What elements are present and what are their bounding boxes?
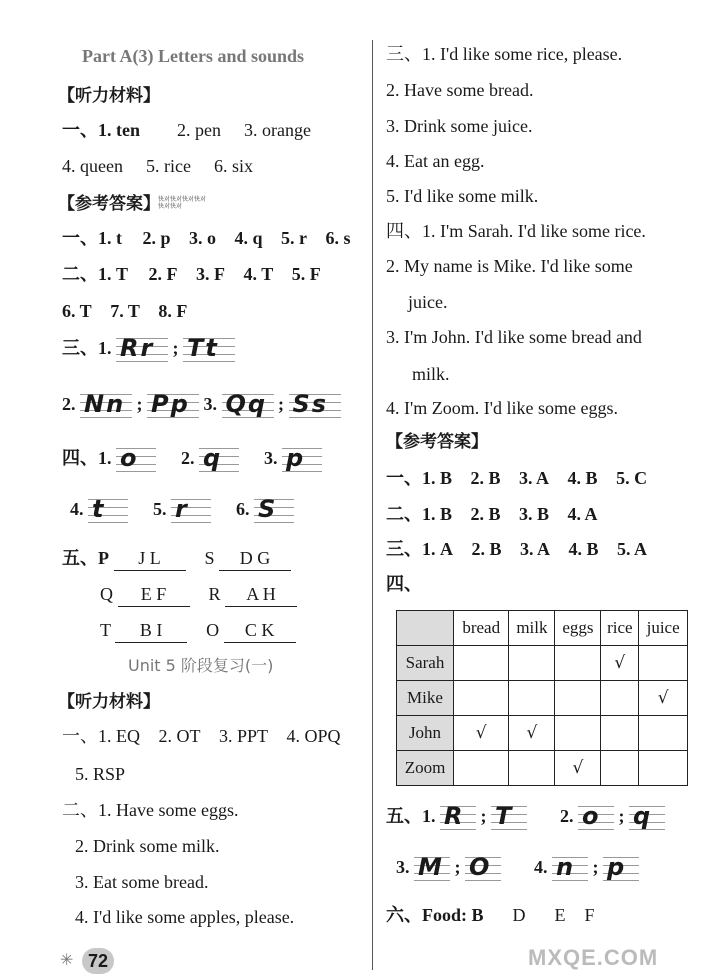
table-cell: √	[454, 716, 509, 751]
label: 4.	[70, 499, 84, 519]
label: 5.	[153, 499, 167, 519]
blank-answer: J L	[114, 546, 186, 571]
handwritten-answer: p	[286, 443, 306, 472]
four-line-box	[440, 801, 476, 830]
listening-line-r7: 2. My name is Mike. I'd like some	[386, 256, 633, 276]
kuaidui-stamp: 快对快对快对快对快对快对	[158, 196, 207, 210]
handwritten-answer: T	[495, 801, 514, 830]
table-header: rice	[601, 611, 639, 646]
unit-listening-line-4: 2. Drink some milk.	[75, 836, 220, 856]
label: 2.	[181, 448, 195, 468]
item: 4. B	[567, 468, 598, 488]
item: 2. B	[471, 539, 502, 559]
label: Q	[100, 584, 113, 604]
four-line-box	[465, 852, 501, 881]
label: S	[204, 548, 215, 568]
separator: ;	[278, 394, 284, 414]
food-table	[396, 610, 688, 786]
item: 3. A	[519, 468, 550, 488]
four-line-box	[603, 852, 639, 881]
label: 2.	[62, 394, 76, 414]
unit-listening-line-6: 4. I'd like some apples, please.	[75, 907, 295, 927]
unit-listening-line-3: 二、1. Have some eggs.	[62, 800, 239, 820]
leaf-icon: ✳	[60, 950, 74, 969]
label: 3.	[203, 394, 217, 414]
four-line-box	[282, 443, 322, 472]
four-line-box	[491, 801, 527, 830]
table-row-name: Sarah	[397, 646, 454, 681]
table-header-row	[397, 611, 688, 646]
table-cell: √	[639, 681, 688, 716]
item: 一、1. ten	[62, 120, 140, 140]
item: 一、1. t	[62, 228, 122, 248]
item: 3. F	[196, 264, 226, 284]
key-section-5-line-2	[396, 852, 639, 881]
table-cell	[555, 681, 601, 716]
handwritten-answer: r	[175, 494, 189, 523]
item: 5. F	[291, 264, 321, 284]
item: 4. q	[234, 228, 263, 248]
item: 8. F	[158, 301, 188, 321]
handwritten-answer: o	[582, 801, 601, 830]
unit-listening-line-2: 5. RSP	[75, 764, 126, 784]
item: 5. rice	[145, 156, 191, 176]
blank-answer: C K	[224, 618, 296, 643]
table-row	[397, 646, 688, 681]
blank-answer: B I	[115, 618, 187, 643]
listening-line-r4: 4. Eat an egg.	[386, 151, 485, 171]
item: 2. p	[142, 228, 171, 248]
table-cell: √	[509, 716, 555, 751]
key-section-4-label: 四、	[386, 574, 422, 594]
answers-row-2	[62, 262, 321, 286]
answer-section-5-row-2	[100, 582, 297, 607]
label: 4.	[534, 857, 548, 877]
table-cell	[509, 681, 555, 716]
item: 2. F	[148, 264, 178, 284]
key-row-2	[386, 502, 598, 526]
answer-letter: D	[512, 905, 526, 925]
item: 二、1. T	[62, 264, 129, 284]
column-divider	[372, 40, 373, 970]
four-line-box	[183, 333, 235, 362]
unit-listening-line-5: 3. Eat some bread.	[75, 872, 209, 892]
blank-answer: E F	[118, 582, 190, 607]
answer-letter: E	[554, 905, 566, 925]
table-header: bread	[454, 611, 509, 646]
four-line-box	[80, 389, 132, 418]
listening-line-r6: 四、1. I'm Sarah. I'd like some rice.	[386, 221, 646, 241]
answers-row-3	[62, 299, 187, 323]
handwritten-answer: Nn	[84, 389, 126, 418]
table-cell	[639, 646, 688, 681]
four-line-box	[578, 801, 614, 830]
section-title-part-a3: Part A(3) Letters and sounds	[82, 46, 305, 66]
item: 5. C	[616, 468, 648, 488]
table-cell	[555, 646, 601, 681]
label: O	[206, 620, 220, 640]
handwritten-answer: q	[203, 443, 223, 472]
four-line-box	[254, 494, 294, 523]
item: 4. T	[243, 264, 274, 284]
table-row-name: John	[397, 716, 454, 751]
listening-header-2: 【听力材料】	[58, 692, 160, 712]
label: 6.	[236, 499, 250, 519]
blank-answer: D G	[219, 546, 291, 571]
handwritten-answer: Rr	[120, 333, 155, 362]
table-row	[397, 751, 688, 786]
table-cell	[601, 751, 639, 786]
item: 三、1. A	[386, 539, 453, 559]
item: 4. OPQ	[286, 726, 341, 746]
label: 三、1.	[62, 338, 112, 358]
handwritten-answer: p	[607, 852, 627, 881]
item: 3. A	[520, 539, 551, 559]
listening-line-r5: 5. I'd like some milk.	[386, 186, 539, 206]
handwritten-answer: S	[258, 494, 278, 523]
table-cell	[454, 751, 509, 786]
listening-line-r8b: milk.	[412, 364, 450, 384]
separator: ;	[454, 857, 461, 877]
unit-title: Unit 5 阶段复习(一)	[128, 656, 274, 675]
four-line-box	[289, 389, 341, 418]
watermark-text: MXQE.COM	[528, 945, 659, 970]
handwritten-answer: Ss	[292, 389, 329, 418]
four-line-box	[414, 852, 450, 881]
table-row	[397, 681, 688, 716]
table-cell	[601, 681, 639, 716]
table-cell	[454, 646, 509, 681]
item: 3. o	[189, 228, 217, 248]
handwritten-answer: O	[469, 852, 492, 881]
table-row-name: Mike	[397, 681, 454, 716]
table-header: eggs	[555, 611, 601, 646]
table-cell	[601, 716, 639, 751]
answer-section-4-line-1	[62, 443, 322, 472]
blank-answer: A H	[225, 582, 297, 607]
listening-line-r8: 3. I'm John. I'd like some bread and	[386, 327, 642, 347]
item: 3. PPT	[219, 726, 269, 746]
item: 7. T	[110, 301, 140, 321]
separator: ;	[618, 806, 625, 826]
page-number: 72	[82, 948, 114, 974]
item: 4. B	[568, 539, 599, 559]
item: 2. B	[470, 504, 501, 524]
key-section-5-line-1	[386, 801, 665, 830]
label: 五、P	[62, 548, 109, 568]
table-header: milk	[509, 611, 555, 646]
table-header: juice	[639, 611, 688, 646]
answer-section-5-row-3	[100, 618, 296, 643]
item: 2. OT	[158, 726, 201, 746]
label: 2.	[560, 806, 574, 826]
answer-section-3-line-1	[62, 333, 235, 362]
four-line-box	[199, 443, 239, 472]
label: R	[208, 584, 221, 604]
table-corner	[397, 611, 454, 646]
four-line-box	[552, 852, 588, 881]
table-cell	[509, 751, 555, 786]
listening-line-2	[62, 154, 253, 178]
handwritten-answer: Pp	[151, 389, 190, 418]
listening-line-r3: 3. Drink some juice.	[386, 116, 533, 136]
item: 3. orange	[244, 120, 311, 140]
answer-section-3-line-2	[62, 389, 341, 418]
four-line-box	[147, 389, 199, 418]
separator: ;	[480, 806, 487, 826]
listening-line-r1: 三、1. I'd like some rice, please.	[386, 44, 623, 64]
listening-line-r2: 2. Have some bread.	[386, 80, 534, 100]
item: 2. B	[470, 468, 501, 488]
item: 5. A	[617, 539, 648, 559]
answer-header: 【参考答案】	[58, 194, 160, 214]
label: T	[100, 620, 111, 640]
item: 2. pen	[177, 120, 221, 140]
table-cell	[555, 716, 601, 751]
four-line-box	[171, 494, 211, 523]
table-row-name: Zoom	[397, 751, 454, 786]
handwritten-answer: M	[418, 852, 444, 881]
table-cell: √	[601, 646, 639, 681]
label: 3.	[264, 448, 278, 468]
item: 6. T	[62, 301, 92, 321]
answer-header-right: 【参考答案】	[386, 432, 488, 452]
item: 4. A	[567, 504, 598, 524]
label: 四、1.	[62, 448, 112, 468]
item: 6. s	[325, 228, 351, 248]
listening-line-r7b: juice.	[408, 292, 448, 312]
handwritten-answer: o	[120, 443, 139, 472]
answer-section-4-line-2	[70, 494, 294, 523]
table-cell: √	[555, 751, 601, 786]
four-line-box	[116, 333, 168, 362]
handwritten-answer: q	[633, 801, 653, 830]
table-cell	[454, 681, 509, 716]
table-cell	[639, 716, 688, 751]
handwritten-answer: R	[444, 801, 465, 830]
key-section-6	[386, 903, 595, 927]
listening-header: 【听力材料】	[58, 86, 160, 106]
item: 3. B	[519, 504, 550, 524]
unit-listening-line-1	[62, 724, 341, 748]
four-line-box	[222, 389, 274, 418]
table-cell	[509, 646, 555, 681]
key-row-3	[386, 537, 647, 561]
handwritten-answer: n	[556, 852, 576, 881]
separator: ;	[592, 857, 599, 877]
separator: ;	[172, 338, 179, 358]
label: 五、1.	[386, 806, 436, 826]
item: 4. queen	[62, 156, 123, 176]
answer-section-5-row-1	[62, 546, 291, 571]
table-row	[397, 716, 688, 751]
four-line-box	[88, 494, 128, 523]
handwritten-answer: Tt	[187, 333, 219, 362]
four-line-box	[116, 443, 156, 472]
four-line-box	[629, 801, 665, 830]
answer-letter: F	[584, 905, 595, 925]
answers-row-1	[62, 226, 351, 250]
listening-line-1	[62, 118, 311, 142]
table-cell	[639, 751, 688, 786]
listening-line-r9: 4. I'm Zoom. I'd like some eggs.	[386, 398, 618, 418]
item: 5. r	[281, 228, 308, 248]
label: 六、Food: B	[386, 905, 484, 925]
label: 3.	[396, 857, 410, 877]
item: 一、1. EQ	[62, 726, 140, 746]
key-row-1	[386, 466, 647, 490]
item: 二、1. B	[386, 504, 453, 524]
handwritten-answer: t	[92, 494, 106, 523]
item: 一、1. B	[386, 468, 453, 488]
handwritten-answer: Qq	[225, 389, 268, 418]
separator: ;	[136, 394, 143, 414]
item: 6. six	[213, 156, 253, 176]
